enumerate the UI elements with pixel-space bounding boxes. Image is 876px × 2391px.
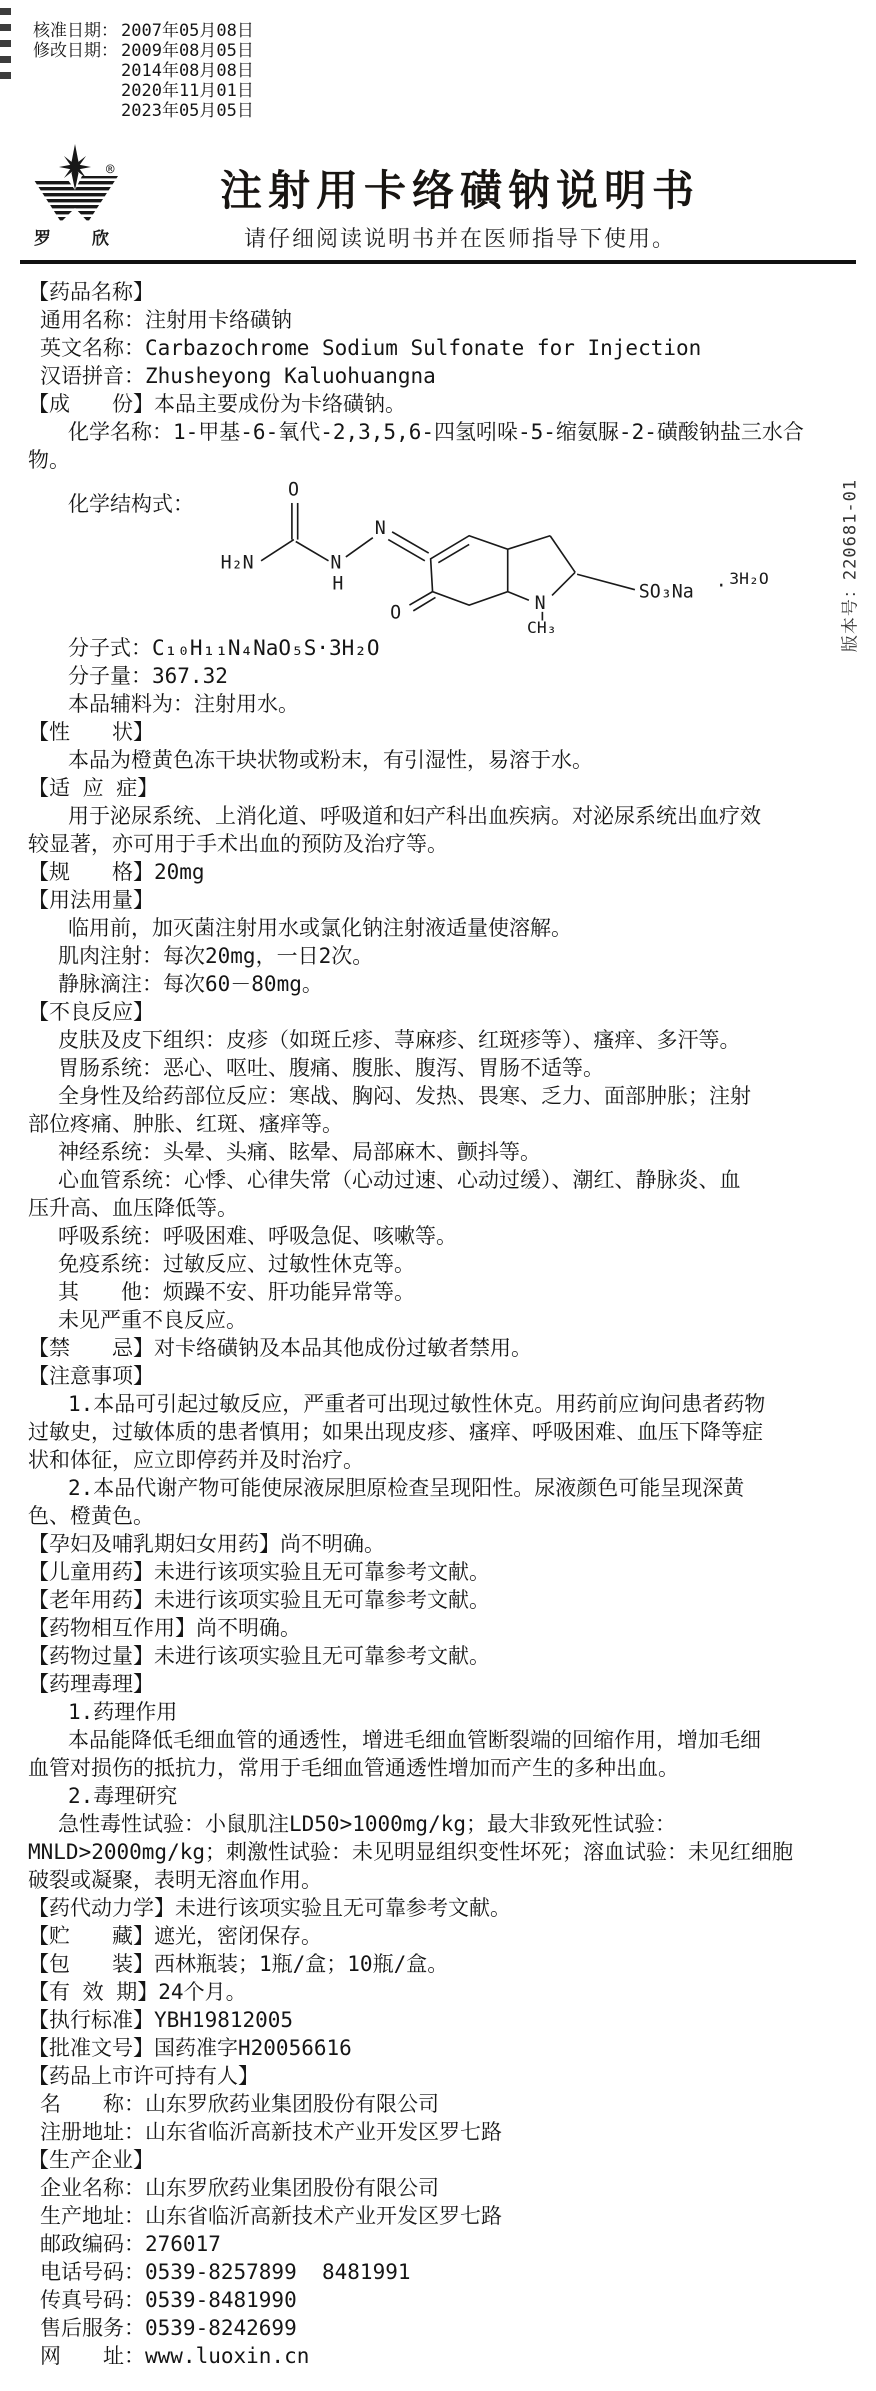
text-line: 【适 应 症】 (28, 776, 159, 800)
body-lines-top (28, 278, 850, 474)
text-line: 压升高、血压降低等。 (28, 1196, 238, 1220)
modified-date-row (33, 101, 254, 121)
text-line: 【规 格】20mg (28, 860, 205, 884)
atom-h-amide: H (332, 573, 344, 595)
text-line: 【药品名称】 (28, 280, 154, 304)
text-line: 名 称：山东罗欣药业集团股份有限公司 (40, 2092, 439, 2116)
text-line: 邮政编码：276017 (40, 2232, 221, 2256)
header-divider (20, 260, 856, 264)
text-line: 【老年用药】未进行该项实验且无可靠参考文献。 (28, 1588, 490, 1612)
chemical-structure-row (28, 474, 850, 634)
text-line: 【药代动力学】未进行该项实验且无可靠参考文献。 (28, 1896, 511, 1920)
text-line: 【药物相互作用】尚不明确。 (28, 1616, 301, 1640)
hydrate-dot: · (715, 575, 727, 597)
group-hydrate: 3H₂O (729, 568, 769, 588)
luoxin-logo (28, 144, 124, 254)
text-line: 【儿童用药】未进行该项实验且无可靠参考文献。 (28, 1560, 490, 1584)
atom-o-carbonyl: O (288, 479, 300, 501)
text-line: 1.本品可引起过敏反应，严重者可出现过敏性休克。用药前应询问患者药物 (68, 1392, 766, 1416)
text-line: 企业名称：山东罗欣药业集团股份有限公司 (40, 2176, 439, 2200)
text-line: 急性毒性试验：小鼠肌注LD50>1000mg/kg；最大非致死性试验： (58, 1812, 677, 1836)
text-line: 皮肤及皮下组织：皮疹（如斑丘疹、荨麻疹、红斑疹等）、瘙痒、多汗等。 (58, 1028, 741, 1052)
chemical-structure-image (200, 476, 800, 634)
text-line: 通用名称：注射用卡络磺钠 (40, 308, 292, 332)
text-line: 部位疼痛、肿胀、红斑、瘙痒等。 (28, 1112, 343, 1136)
modified-date: 2020年11月01日 (121, 81, 254, 101)
print-registration-mark (0, 40, 11, 47)
body-lines-bottom (28, 634, 850, 2370)
text-line: 本品能降低毛细血管的通透性，增进毛细血管断裂端的回缩作用，增加毛细 (68, 1728, 761, 1752)
text-line: 用于泌尿系统、上消化道、呼吸道和妇产科出血疾病。对泌尿系统出血疗效 (68, 804, 761, 828)
text-line: 售后服务：0539-8242699 (40, 2316, 297, 2340)
logo-char-xin: 欣 (92, 229, 109, 249)
text-line: 网 址：www.luoxin.cn (40, 2344, 310, 2368)
text-line: 本品辅料为：注射用水。 (68, 692, 299, 716)
text-line: 较显著，亦可用于手术出血的预防及治疗等。 (28, 832, 448, 856)
atom-h2n: H₂N (220, 552, 254, 574)
leaflet-body (28, 278, 850, 2370)
modified-date-row (33, 41, 254, 61)
modified-date: 2023年05月05日 (121, 101, 254, 121)
text-line: 化学名称：1-甲基-6-氧代-2,3,5,6-四氢吲哚-5-缩氨脲-2-磺酸钠盐三水合 (68, 420, 804, 444)
text-line: 生产地址：山东省临沂高新技术产业开发区罗七路 (40, 2204, 502, 2228)
text-line: 【包 装】西林瓶装；1瓶/盒；10瓶/盒。 (28, 1952, 449, 1976)
text-line: 2.本品代谢产物可能使尿液尿胆原检查呈现阳性。尿液颜色可能呈现深黄 (68, 1476, 745, 1500)
text-line: 【不良反应】 (28, 1000, 154, 1024)
text-line: 汉语拼音：Zhusheyong Kaluohuangna (40, 364, 436, 388)
revision-dates (33, 21, 254, 121)
modified-date-row (33, 61, 254, 81)
text-line: 本品为橙黄色冻干块状物或粉末，有引湿性，易溶于水。 (68, 748, 593, 772)
approved-date-label: 核准日期： (33, 21, 118, 41)
print-registration-mark (0, 24, 11, 31)
text-line: 【禁 忌】对卡络磺钠及本品其他成份过敏者禁用。 (28, 1336, 532, 1360)
text-line: 物。 (28, 448, 70, 472)
text-line: 临用前，加灭菌注射用水或氯化钠注射液适量使溶解。 (68, 916, 572, 940)
text-line: 电话号码：0539-8257899 8481991 (40, 2260, 411, 2284)
text-line: 其 他：烦躁不安、肝功能异常等。 (58, 1280, 415, 1304)
text-line: 静脉滴注：每次60－80mg。 (58, 972, 323, 996)
text-line: 【用法用量】 (28, 888, 154, 912)
text-line: 状和体征，应立即停药并及时治疗。 (28, 1448, 364, 1472)
atom-n-ring: N (534, 592, 546, 614)
group-ch3: CH₃ (526, 618, 557, 634)
text-line: 【批准文号】国药准字H20056616 (28, 2036, 352, 2060)
text-line: 英文名称：Carbazochrome Sodium Sulfonate for Injection (40, 336, 702, 360)
atom-n-amide: N (330, 552, 342, 574)
text-line: 【贮 藏】遮光，密闭保存。 (28, 1924, 322, 1948)
text-line: 【注意事项】 (28, 1364, 154, 1388)
text-line: 分子式：C₁₀H₁₁N₄NaO₅S·3H₂O (68, 636, 380, 660)
text-line: 色、橙黄色。 (28, 1504, 154, 1528)
group-so3na: SO₃Na (638, 581, 694, 603)
text-line: 【药理毒理】 (28, 1672, 154, 1696)
text-line: 分子量：367.32 (68, 664, 228, 688)
text-line: 肌肉注射：每次20mg，一日2次。 (58, 944, 374, 968)
atom-o-ketone: O (390, 602, 402, 624)
text-line: 过敏史，过敏体质的患者慎用；如果出现皮疹、瘙痒、呼吸困难、血压下降等症 (28, 1420, 763, 1444)
print-registration-mark (0, 8, 11, 15)
text-line: 1.药理作用 (68, 1700, 178, 1724)
text-line: 【性 状】 (28, 720, 154, 744)
atom-n-hydrazone: N (374, 517, 386, 539)
text-line: 注册地址：山东省临沂高新技术产业开发区罗七路 (40, 2120, 502, 2144)
text-line: 【执行标准】YBH19812005 (28, 2008, 294, 2032)
modified-date: 2014年08月08日 (121, 61, 254, 81)
text-line: 心血管系统：心悸、心律失常（心动过速、心动过缓）、潮红、静脉炎、血 (58, 1168, 741, 1192)
text-line: 【药物过量】未进行该项实验且无可靠参考文献。 (28, 1644, 490, 1668)
text-line: 【孕妇及哺乳期妇女用药】尚不明确。 (28, 1532, 385, 1556)
modified-date-row (33, 81, 254, 101)
modified-date: 2009年08月05日 (121, 41, 254, 61)
text-line: 未见严重不良反应。 (58, 1308, 247, 1332)
chemical-structure-label: 化学结构式： (68, 492, 194, 516)
text-line: MNLD>2000mg/kg；刺激性试验：未见明显组织变性坏死；溶血试验：未见红细胞 (28, 1840, 794, 1864)
modified-date-label: 修改日期： (33, 41, 118, 61)
text-line: 血管对损伤的抵抗力，常用于毛细血管通透性增加而产生的多种出血。 (28, 1756, 679, 1780)
print-registration-mark (0, 72, 11, 79)
luoxin-logo-graphic (28, 144, 124, 250)
text-line: 神经系统：头晕、头痛、眩晕、局部麻木、颤抖等。 (58, 1140, 541, 1164)
text-line: 【药品上市许可持有人】 (28, 2064, 259, 2088)
text-line: 【有 效 期】24个月。 (28, 1980, 247, 2004)
text-line: 胃肠系统：恶心、呕吐、腹痛、腹胀、腹泻、胃肠不适等。 (58, 1056, 604, 1080)
approved-date-row (33, 21, 254, 41)
approved-date: 2007年05月08日 (121, 21, 254, 41)
text-line: 传真号码：0539-8481990 (40, 2288, 297, 2312)
version-number-label: 版本号：220681-01 (840, 478, 861, 653)
text-line: 2.毒理研究 (68, 1784, 178, 1808)
text-line: 破裂或凝聚，表明无溶血作用。 (28, 1868, 322, 1892)
page-title: 注射用卡络磺钠说明书 (219, 169, 700, 215)
logo-char-luo: 罗 (34, 229, 51, 249)
text-line: 呼吸系统：呼吸困难、呼吸急促、咳嗽等。 (58, 1224, 457, 1248)
text-line: 免疫系统：过敏反应、过敏性休克等。 (58, 1252, 415, 1276)
text-line: 【成 份】本品主要成份为卡络磺钠。 (28, 392, 406, 416)
page-subtitle: 请仔细阅读说明书并在医师指导下使用。 (243, 226, 676, 251)
text-line: 【生产企业】 (28, 2148, 154, 2172)
registered-trademark-icon: ® (106, 162, 115, 178)
text-line: 全身性及给药部位反应：寒战、胸闷、发热、畏寒、乏力、面部肿胀；注射 (58, 1084, 751, 1108)
print-registration-mark (0, 56, 11, 63)
